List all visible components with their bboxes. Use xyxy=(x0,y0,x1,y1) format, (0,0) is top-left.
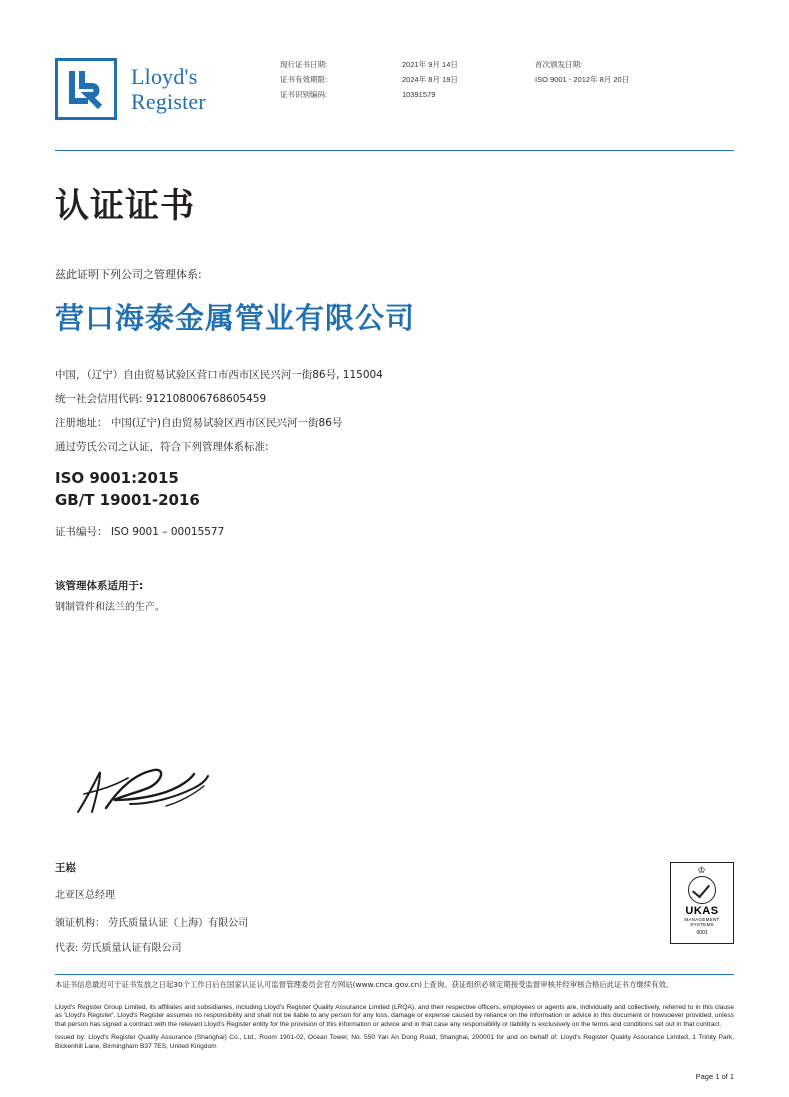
signatory-role: 北亚区总经理 xyxy=(55,890,115,901)
logo-line-1: Lloyd's xyxy=(131,64,198,89)
issuing-body: 颁证机构： 劳氏质量认证（上海）有限公司 xyxy=(55,918,249,929)
meta-row xyxy=(280,73,532,88)
standards-list xyxy=(55,467,200,511)
meta-label: 证书有效期限: xyxy=(280,75,328,84)
page-title: 认证证书 xyxy=(55,186,195,226)
first-issue-value: ISO 9001 - 2012年 8月 20日 xyxy=(535,75,630,84)
page-number: Page 1 of 1 xyxy=(695,1072,734,1081)
scope-body: 钢制管件和法兰的生产。 xyxy=(55,602,165,613)
intro-text: 兹此证明下列公司之管理体系: xyxy=(55,268,202,281)
footer-divider xyxy=(55,974,734,975)
ukas-accreditation-mark xyxy=(670,862,734,944)
standard-item: ISO 9001:2015 xyxy=(55,469,179,487)
certificate-meta-right xyxy=(535,58,629,86)
meta-value: 2024年 8月 19日 xyxy=(402,75,458,84)
footer-chinese-note: 本证书信息最迟可于证书发放之日起30个工作日后在国家认证认可监督管理委员会官方网站(www.cnca.gov.cn)上查询。获证组织必须定期接受监督审核并经审核合格后此证书方继续有效。 xyxy=(55,980,674,989)
page-header xyxy=(0,58,789,140)
footer-paragraph: Issued by: Lloyd's Register Quality Assurance (Shanghai) Co., Ltd., Room 1901-02, Ocean Tower, No. 550 Yan An Dong Road, Shanghai, 200001 for and on behalf of: Lloyd's Register Quality Assurance Limited, 1 Trinity Park, Bickenhill Lane, Birmingham B37 7ES, United Kingdom xyxy=(55,1034,734,1050)
meta-value: 10391579 xyxy=(402,90,436,99)
certificate-number: 证书编号： ISO 9001 – 00015577 xyxy=(55,526,225,538)
first-issue-label: 首次颁发日期: xyxy=(535,60,583,69)
logo-line-2: Register xyxy=(131,89,206,114)
meta-row xyxy=(280,88,532,103)
registered-address-line: 注册地址： 中国(辽宁)自由贸易试验区西市区民兴河一街86号 xyxy=(55,417,343,429)
certificate-meta-left xyxy=(280,58,532,103)
footer-paragraph: Lloyd's Register Group Limited, its affiliates and subsidiaries, including Lloyd's Register Quality Assurance Limited (LRQA), and their respective officers, employees or agents are, individually and collectively, referred to in this clause as 'Lloyd's Register'. Lloyd's Register assumes no responsibility and shall not be liable to any person for any loss, damage or expense caused by reliance on the information or advice in this document or howsoever provided, unless that person has signed a contract with the relevant Lloyd's Register entity for the provision of this information or advice and in that case any responsibility or liability is exclusively on the terms and conditions set out in that contract. xyxy=(55,1004,734,1028)
footer-english-note xyxy=(55,1004,734,1056)
scope-heading: 该管理体系适用于: xyxy=(55,580,144,592)
lloyds-register-logo xyxy=(55,58,206,120)
meta-row xyxy=(280,58,532,73)
meta-label: 证书识别编码: xyxy=(280,90,328,99)
logo-wordmark xyxy=(131,58,206,114)
ukas-number: 0001 xyxy=(696,930,708,936)
signatory-name: 王崧 xyxy=(55,862,76,874)
on-behalf-of: 代表: 劳氏质量认证有限公司 xyxy=(55,943,182,954)
meta-label: 现行证书日期: xyxy=(280,60,328,69)
crown-icon: ♔ xyxy=(697,865,707,875)
meta-value: 2021年 9月 14日 xyxy=(402,60,458,69)
checkmark-icon xyxy=(688,876,716,904)
ukas-word: UKAS xyxy=(685,905,719,917)
ukas-sub-line-1: MANAGEMENT xyxy=(684,917,720,922)
address-line: 中国，（辽宁）自由贸易试验区营口市西市区民兴河一街86号, 115004 xyxy=(55,369,383,381)
header-divider xyxy=(55,150,734,151)
standards-intro-line: 通过劳氏公司之认证，符合下列管理体系标准: xyxy=(55,441,269,453)
credit-code-line: 统一社会信用代码: 912108006768605459 xyxy=(55,393,267,405)
lr-monogram-icon xyxy=(55,58,117,120)
standard-item: GB/T 19001-2016 xyxy=(55,491,200,509)
signature-image xyxy=(70,760,230,830)
company-name: 营口海泰金属管业有限公司 xyxy=(55,301,416,335)
address-block xyxy=(55,363,383,459)
ukas-sub-line-2: SYSTEMS xyxy=(690,922,714,927)
